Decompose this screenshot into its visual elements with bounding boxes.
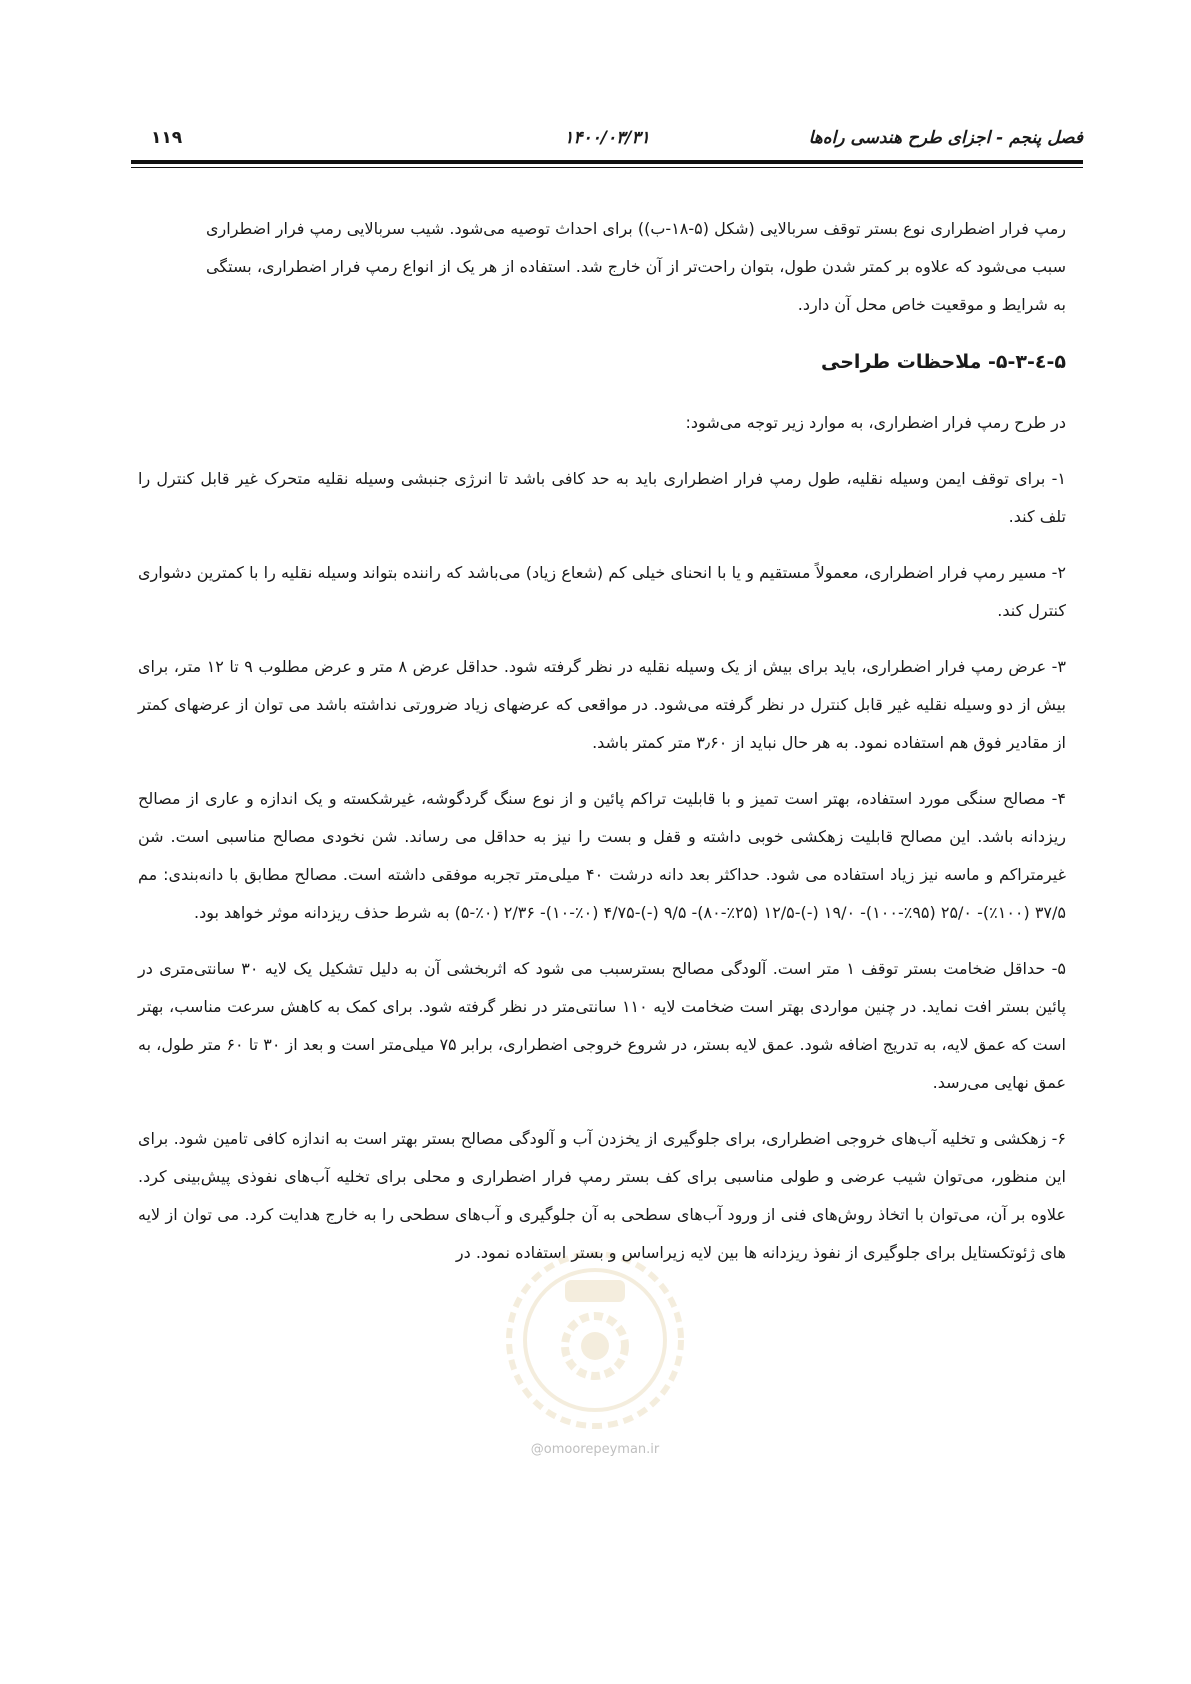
list-item: ۴- مصالح سنگی مورد استفاده، بهتر است تمیز و با قابلیت تراکم پائین و از نوع سنگ گردگوشه، غیرشکسته و یک اندازه و عاری از مصالح ریزدانه باشد. این مصالح قابلیت زهکشی خوبی داشته و قفل و بست را نیز به حداقل می رساند. شن نخودی مصالح مناسبی است. شن غیرمتراکم و ماسه نیز زیاد استفاده می شود. حداکثر بعد دانه درشت ۴۰ میلی‌متر تجربه موفقی داشته است. مصالح مطابق با دانه‌بندی: مم ۳۷/۵ (۱۰۰٪)- ۲۵/۰ (۹۵٪-۱۰۰)- ۱۹/۰ (-)-۱۲/۵ (۲۵٪-۸۰)- ۹/۵ (-)-۴/۷۵ (۰٪-۱۰)- ۲/۳۶ (۰٪-۵) به شرط حذف ریزدانه موثر خواهد بود. bbox=[138, 789, 1067, 922]
list-item: ۳- عرض رمپ فرار اضطراری، باید برای بیش از یک وسیله نقلیه در نظر گرفته شود. حداقل عرض ۸ متر و عرض مطلوب ۹ تا ۱۲ متر، برای بیش از دو وسیله نقلیه غیر قابل کنترل در نظر گرفته می‌شود. در مواقعی که عرضهای زیاد ضرورتی نداشته باشد می توان از عرضهای کمتر از مقادیر فوق هم استفاده نمود. به هر حال نباید از ۳٫۶۰ متر کمتر باشد. bbox=[138, 657, 1067, 752]
chapter-title: فصل پنجم - اجزای طرح هندسی راه‌ها bbox=[808, 128, 1083, 148]
header-rule-thin bbox=[131, 167, 1083, 168]
page-header bbox=[131, 128, 1083, 158]
list-item: ۱- برای توقف ایمن وسیله نقلیه، طول رمپ فرار اضطراری باید به حد کافی باشد تا انرژی جنبشی وسیله نقلیه متحرک غیر قابل کنترل را تلف کند. bbox=[138, 469, 1066, 526]
header-rule-thick bbox=[131, 160, 1083, 164]
intro-paragraph: رمپ فرار اضطراری نوع بستر توقف سربالایی (شکل (۵-۱۸-ب)) برای احداث توصیه می‌شود. شیب سربالایی رمپ فرار اضطراری سبب می‌شود که علاوه بر کمتر شدن طول، بتوان راحت‌تر از آن خارج شد. استفاده از هر یک از انواع رمپ فرار اضطراری، بستگی به شرایط و موقعیت خاص محل آن دارد. bbox=[206, 219, 1067, 314]
section-heading: ۵-٤-۵-۳- ملاحظات طراحی bbox=[821, 351, 1066, 373]
header-date: ۱۴۰۰/۰۳/۳۱ bbox=[564, 128, 650, 148]
document-body bbox=[138, 210, 1066, 1290]
lead-in-paragraph: در طرح رمپ فرار اضطراری، به موارد زیر توجه می‌شود: bbox=[685, 413, 1066, 432]
page-number: ۱۱۹ bbox=[151, 128, 183, 148]
watermark-site: @omoorepeyman.ir bbox=[530, 1442, 660, 1457]
list-item: ۶- زهکشی و تخلیه آب‌های خروجی اضطراری، برای جلوگیری از یخزدن آب و آلودگی مصالح بستر بهتر است به اندازه کافی تامین شود. برای این منظور، می‌توان شیب عرضی و طولی مناسبی برای کف بستر رمپ فرار اضطراری و محلی برای تخلیه آب‌های نفوذی پیش‌بینی کرد. علاوه بر آن، می‌توان با اتخاذ روش‌های فنی از ورود آب‌های سطحی به آن جلوگیری و آب‌های سطحی را به خارج هدایت کرد. می توان از لایه های ژئوتکستایل برای جلوگیری از نفوذ ریزدانه ها بین لایه زیراساس و بستر استفاده نمود. در bbox=[138, 1129, 1066, 1262]
list-item: ۲- مسیر رمپ فرار اضطراری، معمولاً مستقیم و یا با انحنای خیلی کم (شعاع زیاد) می‌باشد که راننده بتواند وسیله نقلیه را با کمترین دشواری کنترل کند. bbox=[138, 563, 1066, 620]
list-item: ۵- حداقل ضخامت بستر توقف ۱ متر است. آلودگی مصالح بسترسبب می شود که اثربخشی آن به دلیل تشکیل یک لایه ۳۰ سانتی‌متری در پائین بستر افت نماید. در چنین مواردی بهتر است ضخامت لایه ۱۱۰ سانتی‌متر در نظر گرفته شود. برای کمک به کاهش سرعت مناسب، بهتر است که عمق لایه، به تدریج اضافه شود. عمق لایه بستر، در شروع خروجی اضطراری، برابر ۷۵ میلی‌متر است و بعد از ۳۰ تا ۶۰ متر طول، به عمق نهایی می‌رسد. bbox=[138, 959, 1067, 1092]
